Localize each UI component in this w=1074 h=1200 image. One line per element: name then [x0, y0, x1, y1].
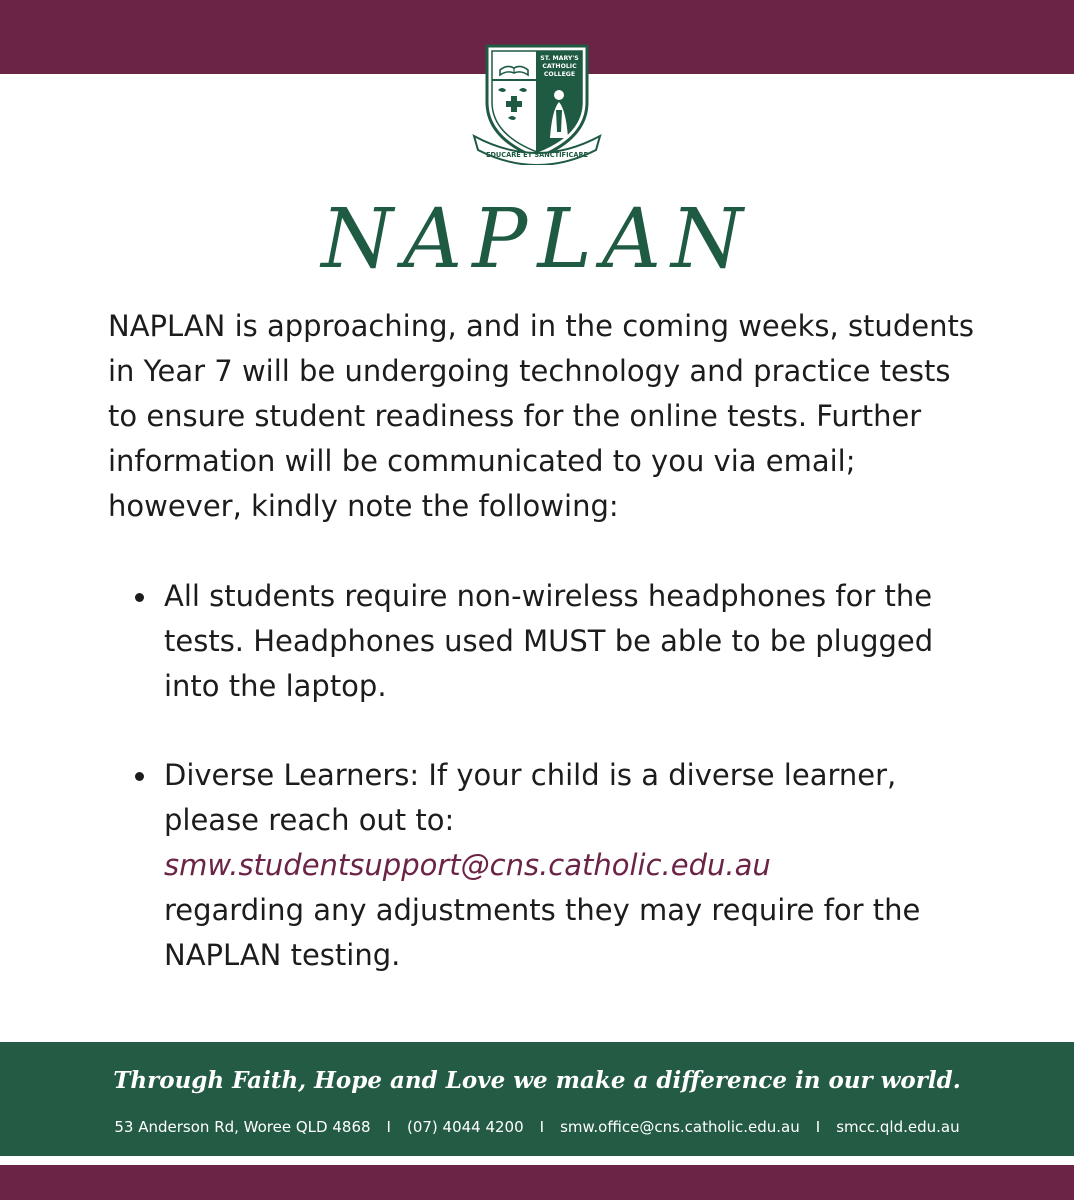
bullet-dot-icon: [135, 772, 144, 781]
crest-name-line-2: CATHOLIC: [542, 63, 577, 70]
bullet-dot-icon: [135, 593, 144, 602]
bullet-text-diverse-learners: Diverse Learners: If your child is a diverse learner, please reach out to:: [164, 758, 897, 837]
footer-separator: I: [386, 1118, 391, 1136]
student-support-email-link[interactable]: smw.studentsupport@cns.catholic.edu.au: [164, 848, 771, 882]
footer-phone[interactable]: (07) 4044 4200: [406, 1118, 524, 1136]
footer-contact-row: [0, 1114, 1074, 1140]
crest-name-line-1: ST. MARY'S: [540, 55, 579, 62]
footer-divider-stripe: [0, 1156, 1074, 1165]
notice-bullet-list: [108, 574, 988, 978]
footer-website[interactable]: smcc.qld.edu.au: [836, 1118, 960, 1136]
list-item-diverse-learners: [108, 753, 988, 978]
bottom-maroon-band: [0, 1165, 1074, 1200]
page-title: NAPLAN: [321, 192, 753, 287]
footer-separator: I: [815, 1118, 821, 1136]
crest-motto: EDUCARE ET SANCTIFICARE: [485, 151, 589, 159]
intro-paragraph: NAPLAN is approaching, and in the coming weeks, students in Year 7 will be undergoing technology and practice tests to ensure student readiness for the online tests. Further information will be communicated to you via email; however, kindly note the following:: [108, 309, 974, 523]
crest-name-line-3: COLLEGE: [543, 71, 576, 78]
footer-tagline: Through Faith, Hope and Love we make a difference in our world.: [113, 1067, 961, 1094]
footer-separator: I: [539, 1118, 545, 1136]
school-crest-logo: [470, 40, 604, 165]
footer-address: 53 Anderson Rd, Woree QLD 4868: [114, 1118, 371, 1136]
bullet-text-adjustments: regarding any adjustments they may require for the NAPLAN testing.: [164, 893, 921, 972]
footer-email[interactable]: smw.office@cns.catholic.edu.au: [560, 1118, 800, 1136]
bullet-text-headphones: All students require non-wireless headphones for the tests. Headphones used MUST be able to be plugged into the laptop.: [164, 579, 934, 703]
list-item-headphones: [108, 574, 988, 709]
